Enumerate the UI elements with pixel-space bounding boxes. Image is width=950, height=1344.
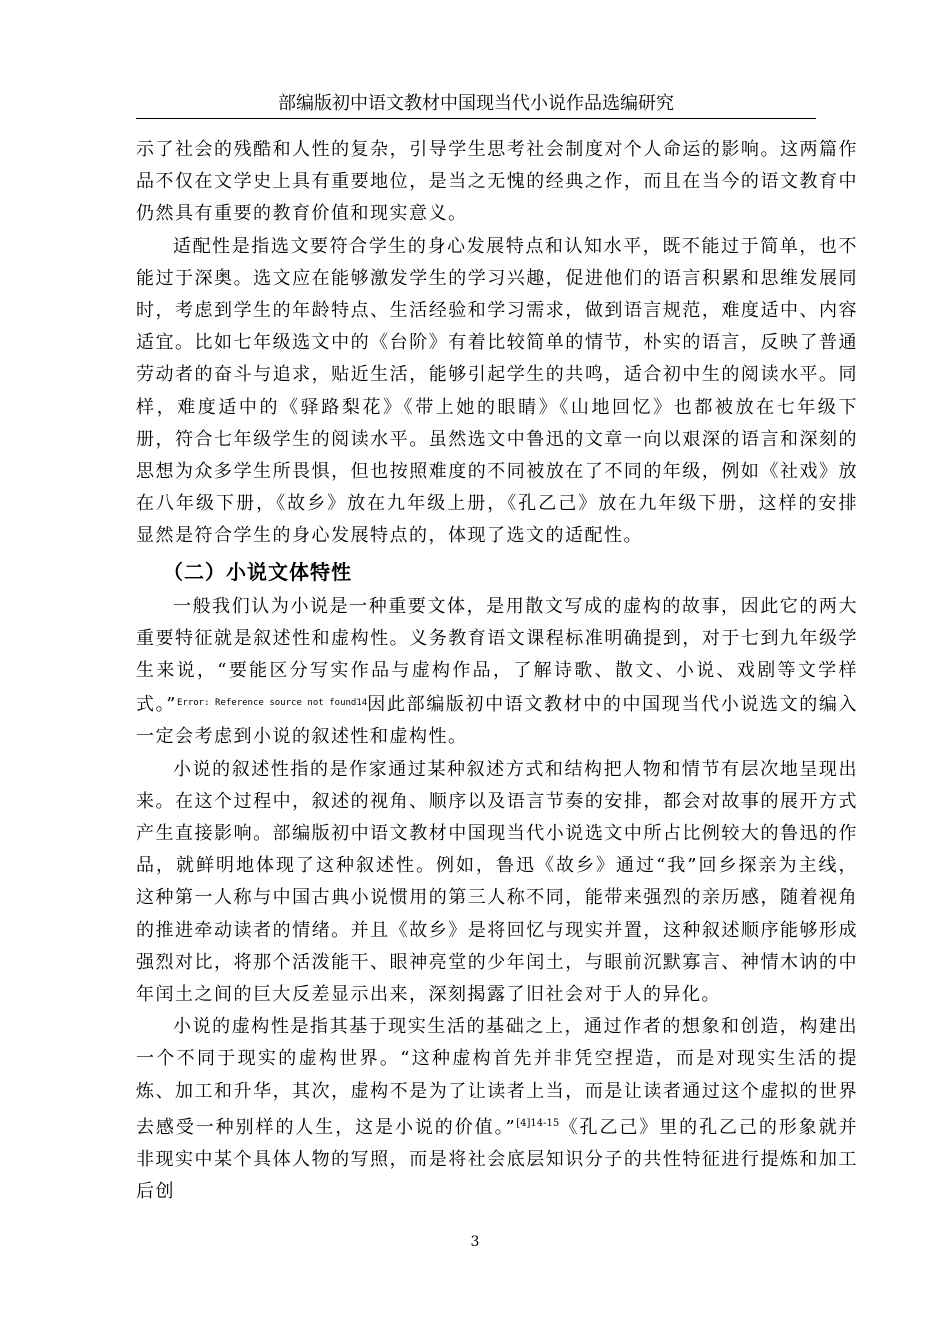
page-number: 3 xyxy=(470,1234,480,1250)
paragraph-genre-features xyxy=(136,591,858,754)
paragraph-text: 一般我们认为小说是一种重要文体，是用散文写成的虚构的故事，因此它的两大重要特征就是叙述性和虚构性。义务教育语文课程标准明确提到，对于七到九年级学生来说，“要能区分写实作品与虚构作品，了解诗歌、散文、小说、戏剧等文学样式。” xyxy=(136,595,858,716)
paragraph-text: 《孔乙己》里的孔乙己的形象就并非现实中某个具体人物的写照，而是将社会底层知识分子的共性特征进行提炼和加工后创 xyxy=(136,1116,859,1203)
citation-error-reference: Error: Reference source not found14 xyxy=(176,698,368,709)
header-rule xyxy=(136,118,816,119)
paragraph-continuation: 示了社会的残酷和人性的复杂，引导学生思考社会制度对个人命运的影响。这两篇作品不仅在文学史上具有重要地位，是当之无愧的经典之作，而且在当今的语文教育中仍然具有重要的教育价值和现实意义。 xyxy=(136,139,858,225)
paragraph-text: 因此部编版初中语文教材中的中国现当代小说选文的编入一定会考虑到小说的叙述性和虚构性。 xyxy=(136,694,859,748)
paragraph-narrative: 小说的叙述性指的是作家通过某种叙述方式和结构把人物和情节有层次地呈现出来。在这个过程中，叙述的视角、顺序以及语言节奏的安排，都会对故事的展开方式产生直接影响。部编版初中语文教材中国现当代小说选文中所占比例较大的鲁迅的作品，就鲜明地体现了这种叙述性。例如，鲁迅《故乡》通过“我”回乡探亲为主线，这种第一人称与中国古典小说惯用的第三人称不同，能带来强烈的亲历感，随着视角的推进牵动读者的情绪。并且《故乡》是将回忆与现实并置，这种叙述顺序能够形成强烈对比，将那个活泼能干、眼神亮堂的少年闰土，与眼前沉默寡言、神情木讷的中年闰土之间的巨大反差显示出来，深刻揭露了旧社会对于人的异化。 xyxy=(136,758,858,1006)
body-text xyxy=(136,134,858,1209)
paragraph-text: 小说的虚构性是指其基于现实生活的基础之上，通过作者的想象和创造，构建出一个不同于现实的虚构世界。“这种虚构首先并非凭空捏造，而是对现实生活的提炼、加工和升华，其次，虚构不是为了让读者上当，而是让读者通过这个虚拟的世界去感受一种别样的人生，这是小说的价值。” xyxy=(136,1016,858,1138)
paragraph-fictionality xyxy=(136,1011,858,1208)
section-heading: （二）小说文体特性 xyxy=(163,559,352,584)
citation-superscript: [4]14-15 xyxy=(516,1117,560,1129)
running-header: 部编版初中语文教材中国现当代小说作品选编研究 xyxy=(278,93,674,114)
paragraph-adaptability: 适配性是指选文要符合学生的身心发展特点和认知水平，既不能过于简单，也不能过于深奥。选文应在能够激发学生的学习兴趣，促进他们的语言积累和思维发展同时，考虑到学生的年龄特点、生活经验和学习需求，做到语言规范，难度适中、内容适宜。比如七年级选文中的《台阶》有着比较简单的情节，朴实的语言，反映了普通劳动者的奋斗与追求，贴近生活，能够引起学生的共鸣，适合初中生的阅读水平。同样，难度适中的《驿路梨花》《带上她的眼睛》《山地回忆》也都被放在七年级下册，符合七年级学生的阅读水平。虽然选文中鲁迅的文章一向以艰深的语言和深刻的思想为众多学生所畏惧，但也按照难度的不同被放在了不同的年级，例如《社戏》放在八年级下册，《故乡》放在九年级上册，《孔乙己》放在九年级下册，这样的安排显然是符合学生的身心发展特点的，体现了选文的适配性。 xyxy=(136,235,858,547)
